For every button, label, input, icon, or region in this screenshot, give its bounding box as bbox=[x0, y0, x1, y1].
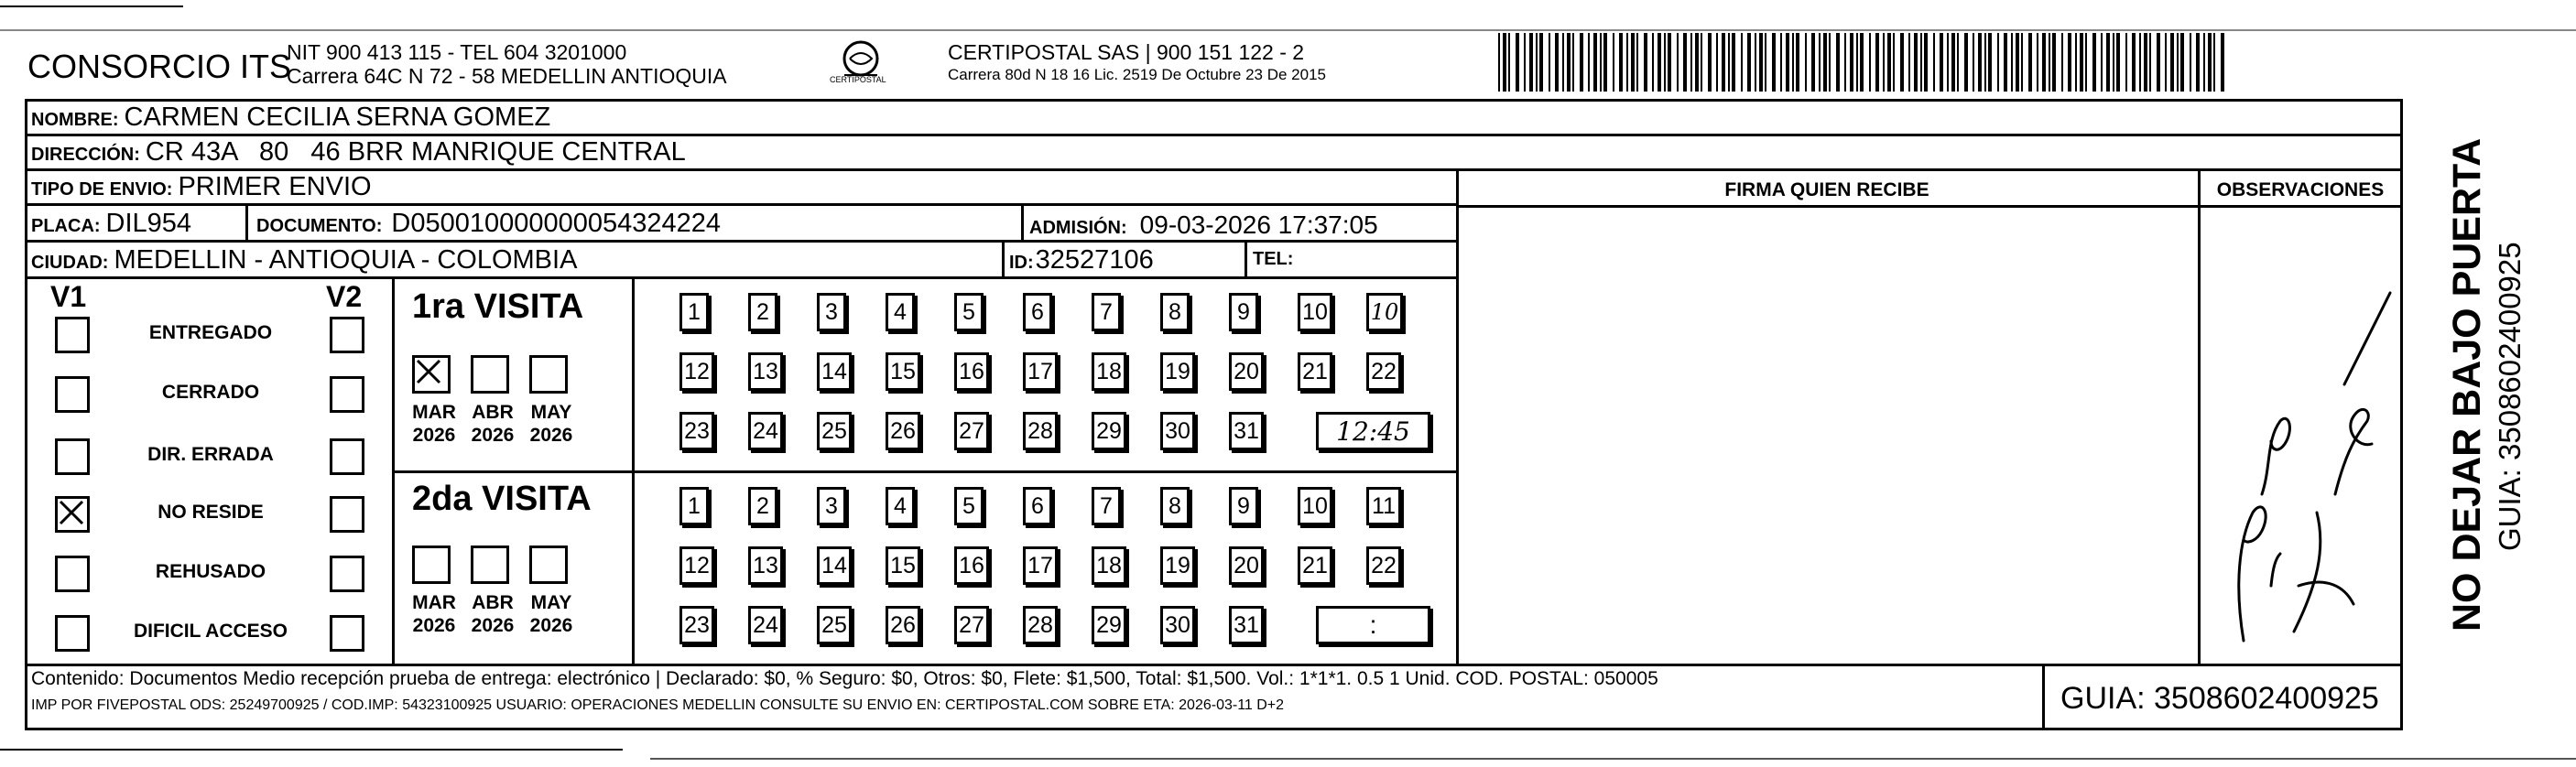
v1-header: V1 bbox=[50, 280, 87, 313]
visit2-day-box[interactable]: 14 bbox=[817, 546, 852, 585]
visit2-day-box[interactable]: 28 bbox=[1023, 606, 1058, 644]
visit2-month-label bbox=[526, 591, 577, 637]
barcode bbox=[1498, 33, 2224, 92]
month-name: MAR bbox=[412, 402, 456, 423]
visit1-day-box[interactable]: 12 bbox=[679, 352, 714, 391]
visit1-day-box[interactable]: 15 bbox=[886, 352, 920, 391]
visit2-time-box[interactable]: : bbox=[1316, 606, 1430, 644]
bottom-rule bbox=[0, 749, 623, 751]
status-option-label: NO RESIDE bbox=[158, 502, 264, 523]
visit1-day-box[interactable]: 17 bbox=[1023, 352, 1058, 391]
bottom-rule bbox=[650, 758, 2576, 760]
month-name: ABR bbox=[472, 402, 514, 423]
handwritten-observation-icon bbox=[2207, 238, 2399, 659]
visit1-day-box[interactable]: 19 bbox=[1160, 352, 1195, 391]
visit2-day-box[interactable]: 29 bbox=[1092, 606, 1126, 644]
status-option-label: CERRADO bbox=[161, 382, 260, 403]
direccion-value: CR 43A 80 46 BRR MANRIQUE CENTRAL bbox=[145, 137, 686, 167]
row-divider bbox=[25, 134, 2403, 136]
visit1-month-checkbox[interactable] bbox=[471, 355, 509, 394]
visit1-day-box[interactable]: 3 bbox=[817, 293, 846, 331]
ciudad-row bbox=[31, 245, 577, 275]
visit2-day-box[interactable]: 16 bbox=[954, 546, 989, 585]
tel-label: TEL: bbox=[1253, 249, 1294, 269]
visit1-day-box[interactable]: 16 bbox=[954, 352, 989, 391]
visit2-day-box[interactable]: 2 bbox=[748, 487, 777, 525]
visit2-day-box[interactable]: 26 bbox=[886, 606, 920, 644]
top-rule bbox=[0, 5, 183, 7]
visit2-month-label bbox=[408, 591, 460, 637]
id-row bbox=[1009, 245, 1154, 275]
visit2-day-box[interactable]: 5 bbox=[954, 487, 984, 525]
visit1-day-box[interactable]: 22 bbox=[1366, 352, 1401, 391]
visit2-day-box[interactable]: 13 bbox=[748, 546, 783, 585]
visit1-day-box[interactable]: 31 bbox=[1229, 412, 1264, 450]
tel-row bbox=[1253, 249, 1293, 270]
visit1-title: 1ra VISITA bbox=[412, 287, 584, 326]
visit2-day-box[interactable]: 19 bbox=[1160, 546, 1195, 585]
footer-guia-divider bbox=[2042, 664, 2045, 728]
v2-checkbox[interactable] bbox=[330, 556, 364, 592]
firma-header: FIRMA QUIEN RECIBE bbox=[1724, 179, 1929, 200]
documento-row bbox=[256, 209, 721, 239]
visit1-day-box[interactable]: 24 bbox=[748, 412, 783, 450]
visit1-day-box[interactable]: 4 bbox=[886, 293, 915, 331]
visit2-day-box[interactable]: 4 bbox=[886, 487, 915, 525]
visit2-day-box[interactable]: 31 bbox=[1229, 606, 1264, 644]
v2-checkbox[interactable] bbox=[330, 376, 364, 413]
v2-checkbox[interactable] bbox=[330, 615, 364, 652]
month-year: 2026 bbox=[529, 425, 573, 446]
month-name: MAY bbox=[530, 592, 572, 613]
visit2-day-box[interactable]: 24 bbox=[748, 606, 783, 644]
visit1-day-box[interactable]: 9 bbox=[1229, 293, 1258, 331]
footer-contenido: Contenido: Documentos Medio recepción prueba de entrega: electrónico | Declarado: $0, % Seguro: $0, Otros: $0, Flete: $1,500, Total: $1,500. Vol.: 1*1*1. 0.5 1 Unid. COD. POSTAL: 050005 bbox=[31, 668, 1658, 689]
month-year: 2026 bbox=[471, 615, 515, 636]
status-option-label: DIR. ERRADA bbox=[147, 444, 274, 465]
visit1-day-box[interactable]: 7 bbox=[1092, 293, 1121, 331]
col-divider bbox=[2198, 168, 2201, 664]
visit2-day-box[interactable]: 18 bbox=[1092, 546, 1126, 585]
visit1-day-box[interactable]: 26 bbox=[886, 412, 920, 450]
visit1-month-label bbox=[526, 401, 577, 447]
visit1-day-box[interactable]: 5 bbox=[954, 293, 984, 331]
visit1-day-box[interactable]: 21 bbox=[1298, 352, 1332, 391]
visit2-day-box[interactable]: 10 bbox=[1298, 487, 1332, 525]
visit1-day-box[interactable]: 1 bbox=[679, 293, 709, 331]
visit2-title: 2da VISITA bbox=[412, 480, 592, 518]
visit2-day-box[interactable]: 15 bbox=[886, 546, 920, 585]
visit1-day-box[interactable]: 20 bbox=[1229, 352, 1264, 391]
visit2-day-box[interactable]: 30 bbox=[1160, 606, 1195, 644]
v2-header: V2 bbox=[326, 280, 363, 313]
visit1-day-box[interactable]: 8 bbox=[1160, 293, 1190, 331]
visit2-day-box[interactable]: 11 bbox=[1366, 487, 1401, 525]
visit1-day-box[interactable]: 13 bbox=[748, 352, 783, 391]
side-notice: NO DEJAR BAJO PUERTA bbox=[2445, 137, 2489, 632]
placa-row bbox=[31, 209, 191, 239]
id-value: 32527106 bbox=[1035, 245, 1154, 275]
visit2-day-box[interactable]: 8 bbox=[1160, 487, 1190, 525]
tipo-row bbox=[31, 172, 372, 202]
visit1-month-checkbox[interactable] bbox=[412, 355, 451, 394]
v1-checkbox[interactable] bbox=[55, 496, 90, 533]
v1-checkbox[interactable] bbox=[55, 376, 90, 413]
visit1-month-label bbox=[467, 401, 518, 447]
tipo-value: PRIMER ENVIO bbox=[178, 172, 372, 201]
visit1-day-box[interactable]: 28 bbox=[1023, 412, 1058, 450]
visit2-day-box[interactable]: 23 bbox=[679, 606, 714, 644]
status-option-label: REHUSADO bbox=[155, 561, 266, 582]
visit2-day-box[interactable]: 7 bbox=[1092, 487, 1121, 525]
visit1-day-box[interactable]: 29 bbox=[1092, 412, 1126, 450]
v2-checkbox[interactable] bbox=[330, 496, 364, 533]
footer-imp: IMP POR FIVEPOSTAL ODS: 25249700925 / COD.IMP: 54323100925 USUARIO: OPERACIONES MEDELLIN CONSULTE SU ENVIO EN: CERTIPOSTAL.COM SOBRE ETA: 2026-03-11 D+2 bbox=[31, 697, 1285, 713]
logo-text: CERTIPOSTAL bbox=[830, 75, 886, 84]
month-year: 2026 bbox=[412, 425, 456, 446]
documento-label: DOCUMENTO: bbox=[256, 216, 383, 236]
company-name: CONSORCIO ITS bbox=[27, 48, 292, 85]
admision-label: ADMISIÓN: bbox=[1029, 218, 1127, 238]
visit2-day-box[interactable]: 3 bbox=[817, 487, 846, 525]
visit2-day-box[interactable]: 21 bbox=[1298, 546, 1332, 585]
carrier-name: CERTIPOSTAL SAS | 900 151 122 - 2 bbox=[948, 40, 1305, 64]
v1-checkbox[interactable] bbox=[55, 615, 90, 652]
visit1-time-box[interactable]: 12:45 bbox=[1316, 412, 1430, 450]
visit2-month-checkbox[interactable] bbox=[471, 546, 509, 584]
visit2-day-box[interactable]: 22 bbox=[1366, 546, 1401, 585]
visit1-day-box[interactable]: 18 bbox=[1092, 352, 1126, 391]
v2-checkbox[interactable] bbox=[330, 317, 364, 353]
direccion-label: DIRECCIÓN: bbox=[31, 145, 140, 165]
placa-label: PLACA: bbox=[31, 216, 101, 236]
nombre-row bbox=[31, 103, 550, 133]
visit1-day-box[interactable]: 14 bbox=[817, 352, 852, 391]
month-name: MAY bbox=[530, 402, 572, 423]
header-divider bbox=[1456, 205, 2403, 208]
visit2-month-checkbox[interactable] bbox=[412, 546, 451, 584]
footer-divider bbox=[25, 664, 2403, 666]
visit1-day-box[interactable]: 2 bbox=[748, 293, 777, 331]
visit1-month-label bbox=[408, 401, 460, 447]
status-option-label: ENTREGADO bbox=[148, 322, 273, 343]
month-name: MAR bbox=[412, 592, 456, 613]
row-divider bbox=[25, 276, 1458, 279]
visit2-day-box[interactable]: 20 bbox=[1229, 546, 1264, 585]
visit2-day-box[interactable]: 12 bbox=[679, 546, 714, 585]
visit2-month-checkbox[interactable] bbox=[529, 546, 568, 584]
visit1-day-box[interactable]: 10 bbox=[1298, 293, 1332, 331]
month-year: 2026 bbox=[471, 425, 515, 446]
visit1-day-box[interactable]: 6 bbox=[1023, 293, 1052, 331]
col-divider bbox=[1456, 168, 1459, 664]
top-rule bbox=[0, 29, 2576, 31]
status-option-label: DIFICIL ACCESO bbox=[133, 621, 288, 642]
v1-checkbox[interactable] bbox=[55, 556, 90, 592]
footer-guia: GUIA: 3508602400925 bbox=[2060, 681, 2379, 716]
visit2-day-box[interactable]: 25 bbox=[817, 606, 852, 644]
visit2-month-label bbox=[467, 591, 518, 637]
cell-divider bbox=[1002, 240, 1005, 276]
visit1-day-box[interactable]: 27 bbox=[954, 412, 989, 450]
visit1-month-checkbox[interactable] bbox=[529, 355, 568, 394]
tipo-label: TIPO DE ENVIO: bbox=[31, 179, 173, 200]
v2-checkbox[interactable] bbox=[330, 438, 364, 475]
visit1-day-box[interactable]: 25 bbox=[817, 412, 852, 450]
visit2-day-box[interactable]: 1 bbox=[679, 487, 709, 525]
month-year: 2026 bbox=[412, 615, 456, 636]
side-guia: GUIA: 3508602400925 bbox=[2493, 242, 2527, 551]
cell-divider bbox=[245, 203, 248, 240]
visit1-day-handwritten[interactable]: 10 bbox=[1366, 293, 1403, 331]
cell-divider bbox=[1245, 240, 1247, 276]
visit2-day-box[interactable]: 17 bbox=[1023, 546, 1058, 585]
observaciones-header: OBSERVACIONES bbox=[2216, 179, 2385, 200]
nombre-label: NOMBRE: bbox=[31, 110, 119, 130]
ciudad-value: MEDELLIN - ANTIOQUIA - COLOMBIA bbox=[114, 245, 578, 275]
cell-divider bbox=[1021, 203, 1024, 240]
visit2-day-box[interactable]: 6 bbox=[1023, 487, 1052, 525]
row-divider bbox=[25, 168, 2403, 171]
v1-checkbox[interactable] bbox=[55, 317, 90, 353]
visit1-day-box[interactable]: 30 bbox=[1160, 412, 1195, 450]
month-name: ABR bbox=[472, 592, 514, 613]
direccion-row bbox=[31, 137, 686, 167]
nombre-value: CARMEN CECILIA SERNA GOMEZ bbox=[124, 103, 551, 132]
section-divider bbox=[392, 470, 1458, 473]
v1-checkbox[interactable] bbox=[55, 438, 90, 475]
company-nit: NIT 900 413 115 - TEL 604 3201000 bbox=[287, 40, 627, 64]
month-year: 2026 bbox=[529, 615, 573, 636]
row-divider bbox=[25, 240, 1458, 243]
admision-value: 09-03-2026 17:37:05 bbox=[1139, 211, 1378, 239]
company-address: Carrera 64C N 72 - 58 MEDELLIN ANTIOQUIA bbox=[287, 64, 727, 88]
visit1-day-box[interactable]: 23 bbox=[679, 412, 714, 450]
ciudad-label: CIUDAD: bbox=[31, 253, 109, 273]
col-divider bbox=[2400, 168, 2403, 664]
carrier-address: Carrera 80d N 18 16 Lic. 2519 De Octubre 23 De 2015 bbox=[948, 66, 1326, 83]
placa-value: DIL954 bbox=[105, 209, 192, 238]
admision-row bbox=[1029, 211, 1378, 240]
id-label: ID: bbox=[1009, 253, 1034, 273]
visit2-day-box[interactable]: 9 bbox=[1229, 487, 1258, 525]
visit2-day-box[interactable]: 27 bbox=[954, 606, 989, 644]
documento-value: D050010000000054324224 bbox=[391, 209, 722, 238]
row-divider bbox=[25, 203, 1458, 206]
